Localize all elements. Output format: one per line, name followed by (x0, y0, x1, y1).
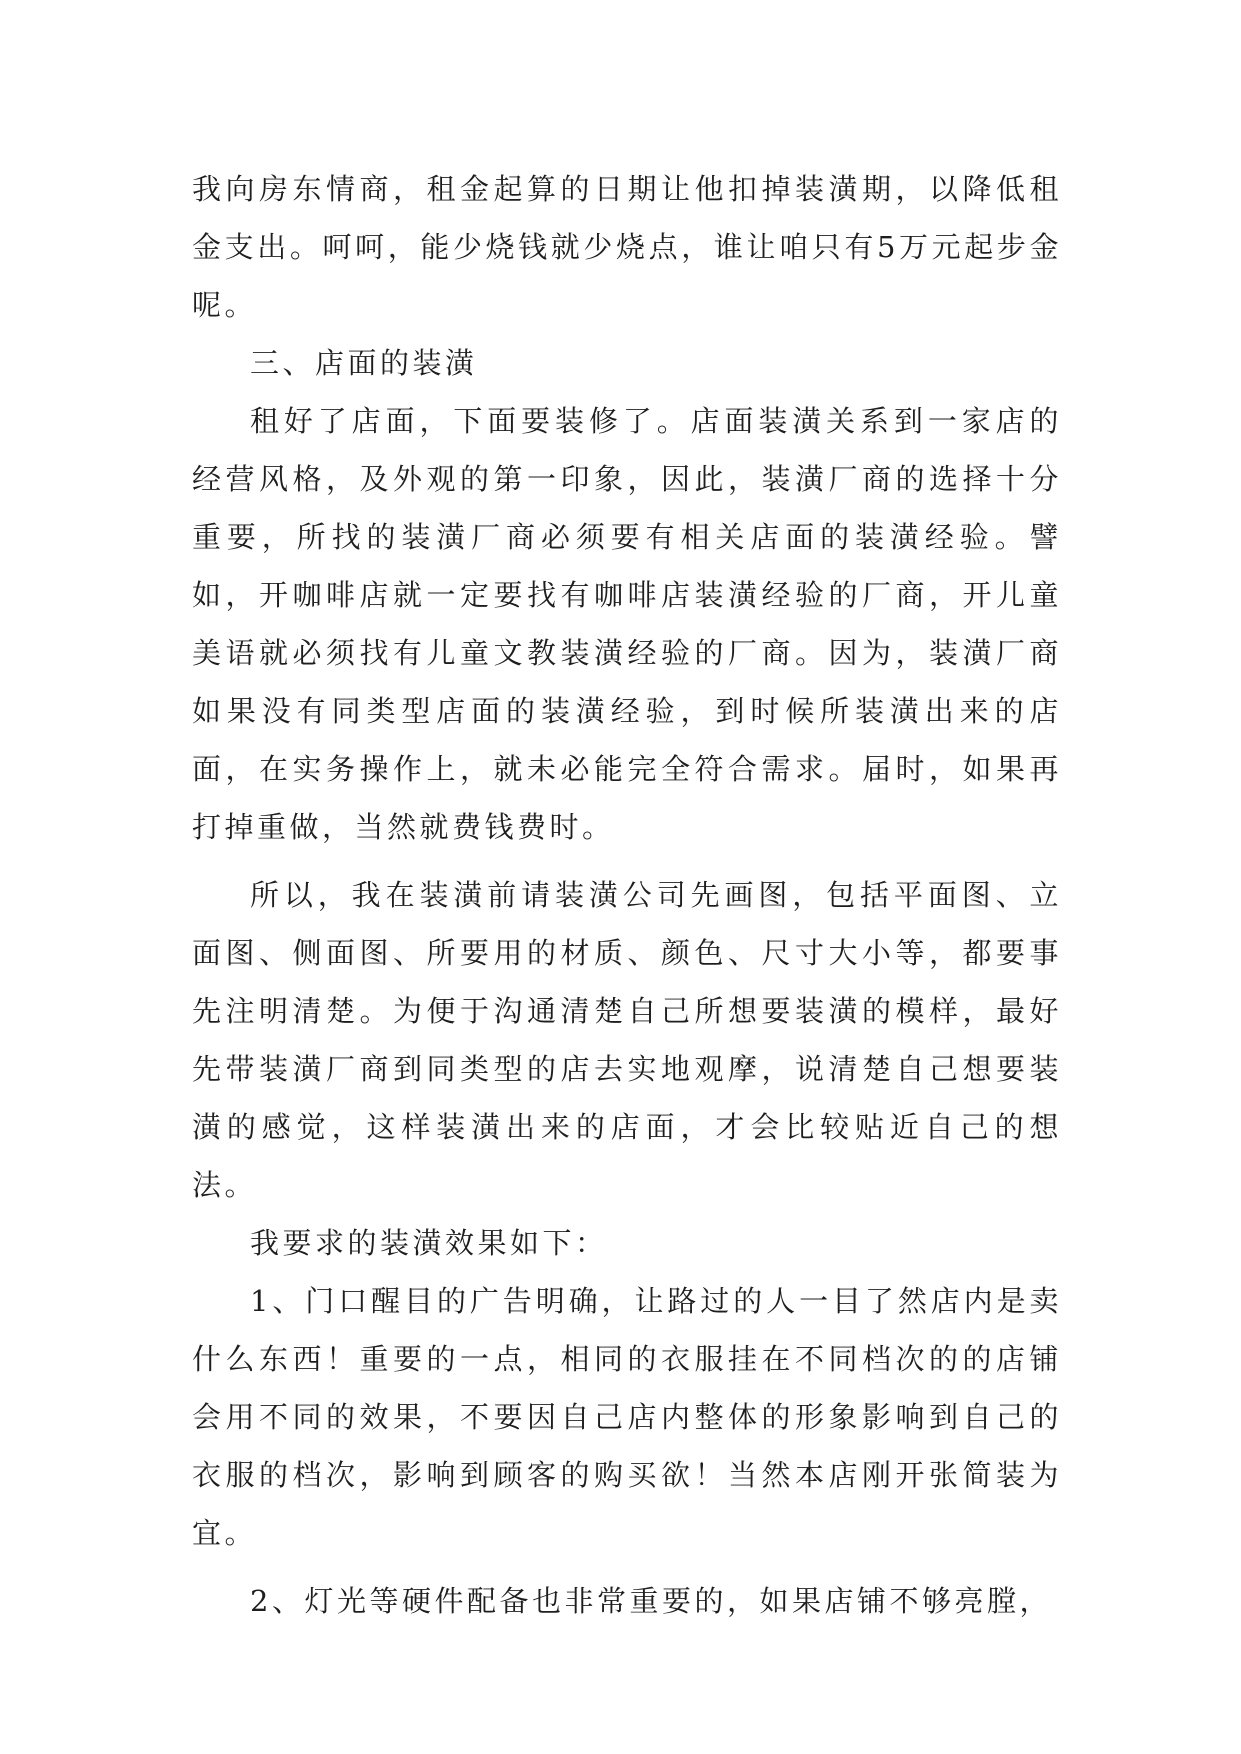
paragraph-renovation-intro: 租好了店面，下面要装修了。店面装潢关系到一家店的经营风格，及外观的第一印象，因此，装潢厂商的选择十分重要，所找的装潢厂商必须要有相关店面的装潢经验。譬如，开咖啡店就一定要找有咖啡店装潢经验的厂商，开儿童美语就必须找有儿童文教装潢经验的厂商。因为，装潢厂商如果没有同类型店面的装潢经验，到时候所装潢出来的店面，在实务操作上，就未必能完全符合需求。届时，如果再打掉重做，当然就费钱费时。 (192, 404, 1062, 844)
list-item-1: 1、门口醒目的广告明确，让路过的人一目了然店内是卖什么东西！重要的一点，相同的衣服挂在不同档次的的店铺会用不同的效果，不要因自己店内整体的形象影响到自己的衣服的档次，影响到顾客的购买欲！当然本店刚开张简装为宜。 (192, 1284, 1062, 1550)
document-body (192, 160, 1062, 1630)
paragraph-continued: 我向房东情商，租金起算的日期让他扣掉装潢期，以降低租金支出。呵呵，能少烧钱就少烧点，谁让咱只有5万元起步金呢。 (192, 172, 1062, 322)
paragraph-requirements-intro: 我要求的装潢效果如下： (250, 1226, 608, 1260)
section-heading: 三、店面的装潢 (250, 346, 478, 380)
list-item-2: 2、灯光等硬件配备也非常重要的，如果店铺不够亮膛， (250, 1584, 1052, 1618)
paragraph-design-drawings: 所以，我在装潢前请装潢公司先画图，包括平面图、立面图、侧面图、所要用的材质、颜色、尺寸大小等，都要事先注明清楚。为便于沟通清楚自己所想要装潢的模样，最好先带装潢厂商到同类型的店去实地观摩，说清楚自己想要装潢的感觉，这样装潢出来的店面，才会比较贴近自己的想法。 (192, 878, 1062, 1202)
